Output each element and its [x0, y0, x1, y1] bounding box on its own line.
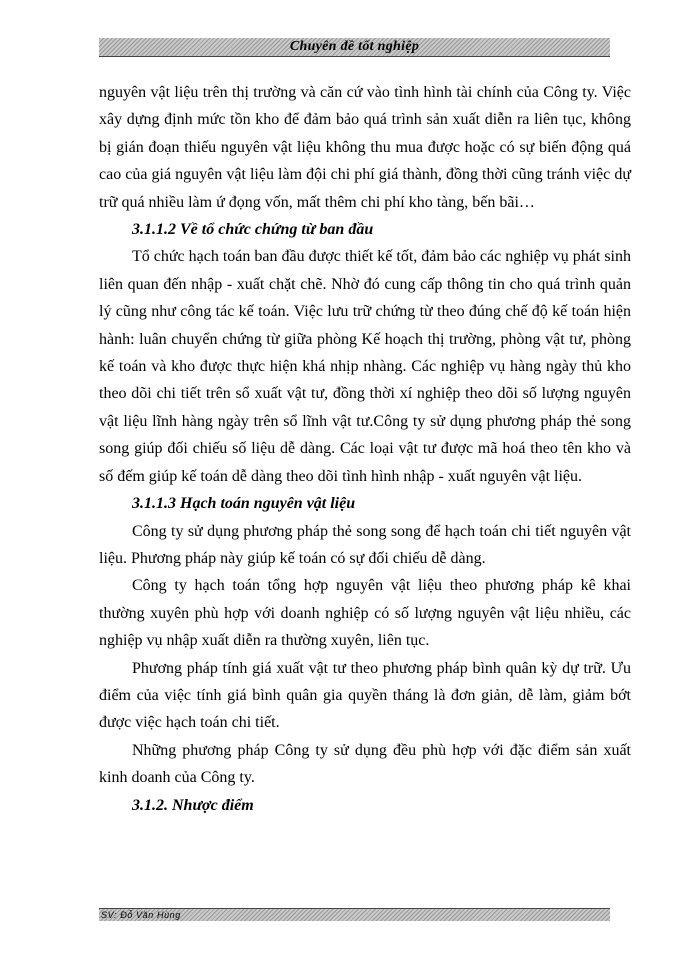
- page-header: [99, 38, 610, 57]
- paragraph-pricing-method: Phương pháp tính giá xuất vật tư theo phương pháp bình quân kỳ dự trữ. Ưu điểm của việc tính giá bình quân gia quyền tháng là đơn giản, dễ làm, giảm bớt được việc hạch toán chi tiết.: [99, 659, 631, 732]
- footer-author: SV: Đỗ Văn Hùng: [101, 910, 181, 920]
- document-body: [99, 79, 631, 819]
- paragraph-conclusion: Những phương pháp Công ty sử dụng đều phù hợp với đặc điểm sản xuất kinh doanh của Công ty.: [99, 741, 631, 787]
- paragraph-parallel-card-method: Công ty sử dụng phương pháp thẻ song song để hạch toán chi tiết nguyên vật liệu. Phương pháp này giúp kế toán có sự đối chiếu dễ dàng.: [99, 522, 631, 567]
- paragraph-continuation: nguyên vật liệu trên thị trường và căn cứ vào tình hình tài chính của Công ty. Việc xây dựng định mức tồn kho để đảm bảo quá trình sản xuất diễn ra liên tục, không bị gián đoạn thiếu nguyên vật liệu không thu mua được hoặc có sự biến động quá cao của giá nguyên vật liệu làm đội chi phí giá thành, đồng thời cũng tránh việc dự trữ quá nhiều làm ứ đọng vốn, mất thêm chi phí kho tàng, bến bãi…: [99, 84, 631, 211]
- section-heading-3-1-2: 3.1.2. Nhược điểm: [132, 796, 254, 814]
- header-title: Chuyên đề tốt nghiệp: [289, 39, 420, 54]
- page-footer: [99, 908, 610, 921]
- paragraph-documents: Tổ chức hạch toán ban đầu được thiết kế tốt, đảm bảo các nghiệp vụ phát sinh liên quan đến nhập - xuất chặt chẽ. Nhờ đó cung cấp thông tin cho quá trình quản lý cũng như công tác kế toán. Việc lưu trữ chứng từ theo đúng chế độ kế toán hiện hành: luân chuyển chứng từ giữa phòng Kế hoạch thị trường, phòng vật tư, phòng kế toán và kho được thực hiện khá nhịp nhàng. Các nghiệp vụ hàng ngày thủ kho theo dõi chi tiết trên sổ xuất vật tư, đồng thời xí nghiệp theo dõi số lượng nguyên vật liệu lĩnh hàng ngày trên sổ lĩnh vật tư.Công ty sử dụng phương pháp thẻ song song giúp đối chiếu số liệu dễ dàng. Các loại vật tư được mã hoá theo tên kho và số đếm giúp kế toán dễ dàng theo dõi tình hình nhập - xuất nguyên vật liệu.: [99, 248, 631, 485]
- section-heading-3-1-1-3: 3.1.1.3 Hạch toán nguyên vật liệu: [132, 495, 356, 513]
- paragraph-perpetual-inventory: Công ty hạch toán tổng hợp nguyên vật liệu theo phương pháp kê khai thường xuyên phù hợp với doanh nghiệp có số lượng nguyên vật liệu nhiều, các nghiệp vụ nhập xuất diễn ra thường xuyên, liên tục.: [99, 577, 631, 650]
- section-heading-3-1-1-2: 3.1.1.2 Về tổ chức chứng từ ban đầu: [132, 221, 374, 239]
